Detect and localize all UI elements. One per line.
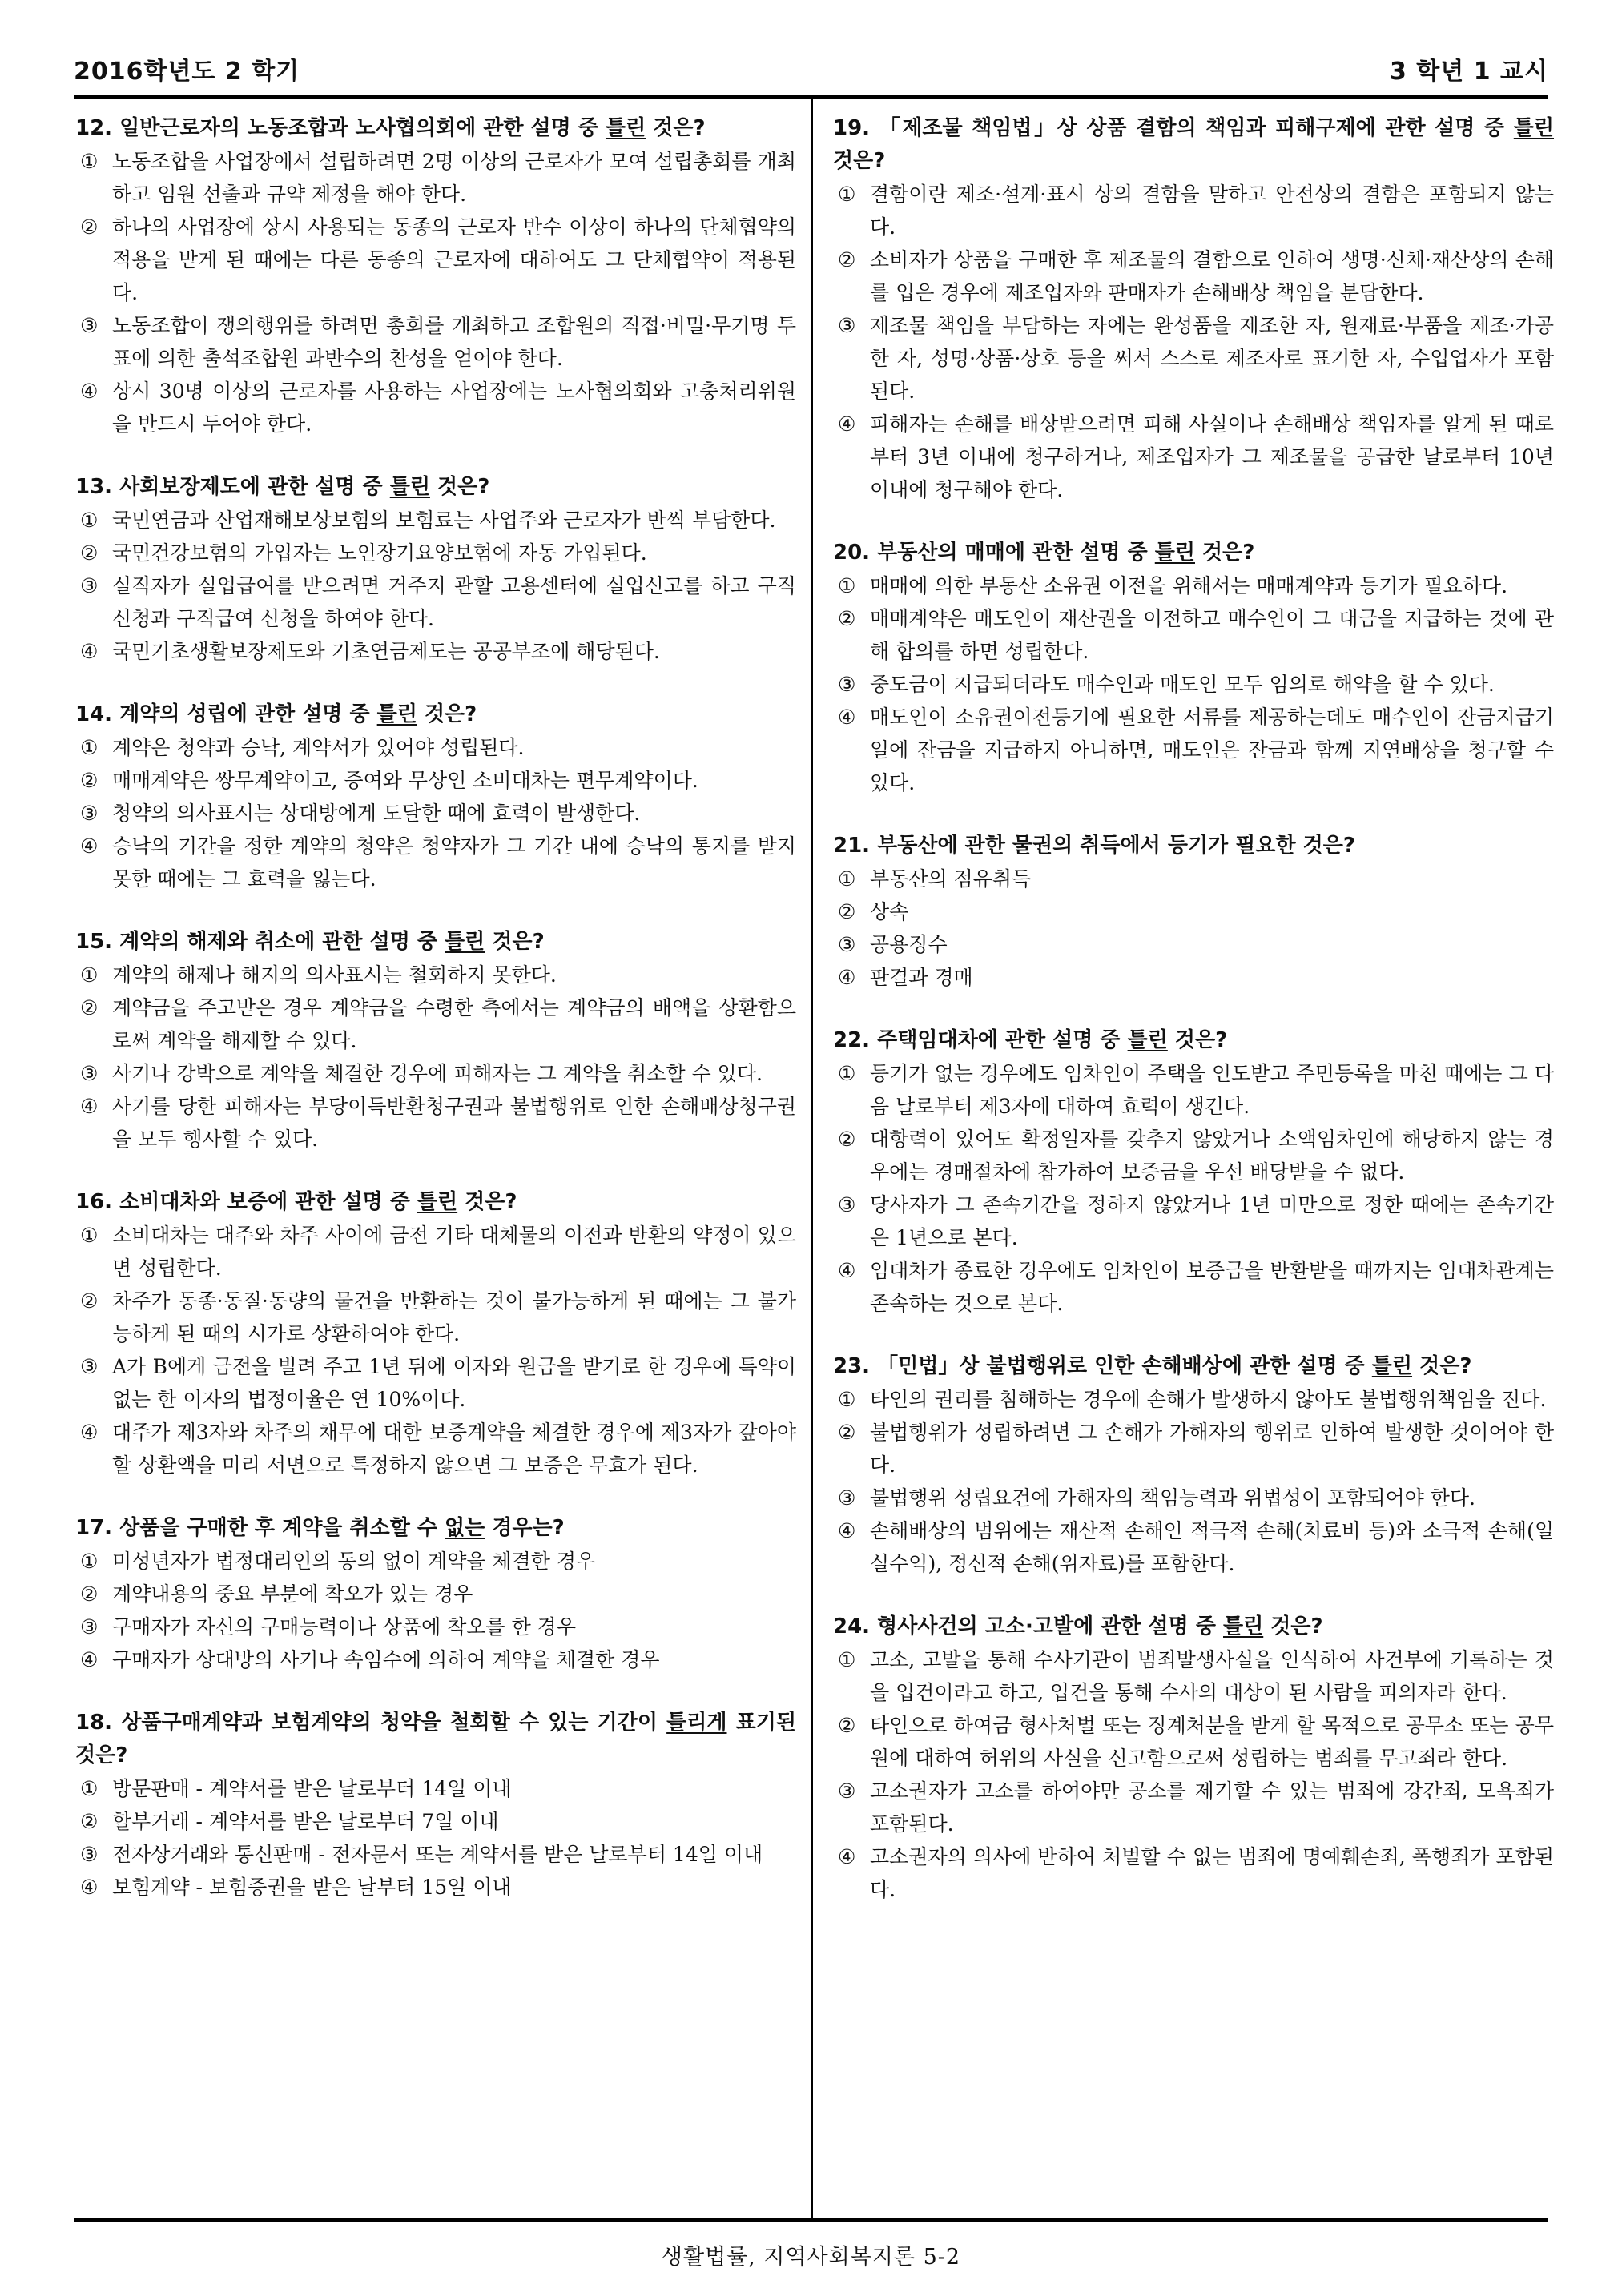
answer-option <box>833 1482 1554 1514</box>
page-footer: 생활법률, 지역사회복지론 5-2 <box>661 2245 961 2270</box>
option-text: 공용징수 <box>870 933 948 956</box>
option-number: ③ <box>80 802 99 825</box>
option-text: 상시 30명 이상의 근로자를 사용하는 사업장에는 노사협의회와 고충처리위원을 반드시 두어야 한다. <box>112 380 796 436</box>
option-text: 매도인이 소유권이전등기에 필요한 서류를 제공하는데도 매수인이 잔금지급기일에 잔금을 지급하지 아니하면, 매도인은 잔금과 함께 지연배상을 청구할 수 있다. <box>870 706 1554 794</box>
answer-option <box>75 1772 796 1805</box>
option-text: 매매에 의한 부동산 소유권 이전을 위해서는 매매계약과 등기가 필요하다. <box>870 574 1508 597</box>
answer-option <box>833 1254 1554 1320</box>
answer-option <box>75 1350 796 1416</box>
left-column <box>75 112 796 1934</box>
answer-option <box>833 1188 1554 1254</box>
question-title-emphasis: 틀린 <box>445 930 485 954</box>
answer-option <box>75 1416 796 1482</box>
question-title-text: 16. 소비대차와 보증에 관한 설명 중 <box>75 1190 417 1214</box>
answer-option <box>75 959 796 991</box>
option-number: ③ <box>80 314 99 337</box>
option-text: 소비대차는 대주와 차주 사이에 금전 기타 대체물의 이전과 반환의 약정이 있으면 성립한다. <box>112 1224 796 1280</box>
answer-options <box>833 178 1554 506</box>
option-text: 보험계약 - 보험증권을 받은 날부터 15일 이내 <box>112 1876 512 1899</box>
option-number: ① <box>80 1550 99 1573</box>
answer-option <box>75 1285 796 1350</box>
question-title-text: 17. 상품을 구매한 후 계약을 취소할 수 <box>75 1516 445 1540</box>
option-text: 부동산의 점유취득 <box>870 867 1032 891</box>
answer-option <box>75 211 796 309</box>
answer-option <box>75 309 796 375</box>
option-text: 등기가 없는 경우에도 임차인이 주택을 인도받고 주민등록을 마친 때에는 그 다음 날로부터 제3자에 대하여 효력이 생긴다. <box>870 1062 1554 1118</box>
option-text: 미성년자가 법정대리인의 동의 없이 계약을 체결한 경우 <box>112 1550 596 1573</box>
question-title <box>833 1610 1554 1643</box>
question <box>75 926 796 1156</box>
option-number: ② <box>80 996 99 1019</box>
option-text: 손해배상의 범위에는 재산적 손해인 적극적 손해(치료비 등)와 소극적 손해(일실수익), 정신적 손해(위자료)를 포함한다. <box>870 1519 1554 1575</box>
option-text: 계약의 해제나 해지의 의사표시는 철회하지 못한다. <box>112 963 557 987</box>
option-text: A가 B에게 금전을 빌려 주고 1년 뒤에 이자와 원금을 받기로 한 경우에 특약이 없는 한 이자의 법정이율은 연 10%이다. <box>112 1355 796 1411</box>
option-number: ① <box>80 150 99 173</box>
answer-option <box>75 1578 796 1610</box>
question <box>75 698 796 895</box>
option-number: ④ <box>80 640 99 663</box>
option-text: 실직자가 실업급여를 받으려면 거주지 관할 고용센터에 실업신고를 하고 구직신청과 구직급여 신청을 하여야 한다. <box>112 574 796 630</box>
option-number: ④ <box>838 1845 856 1868</box>
answer-option <box>833 928 1554 961</box>
answer-option <box>833 1840 1554 1906</box>
answer-option <box>75 830 796 895</box>
footer-rule <box>74 2218 1548 2222</box>
option-number: ① <box>80 963 99 987</box>
question-title-suffix: 표기된 것은? <box>75 1711 796 1767</box>
option-text: 청약의 의사표시는 상대방에게 도달한 때에 효력이 발생한다. <box>112 802 641 825</box>
option-number: ④ <box>80 1095 99 1118</box>
option-number: ③ <box>838 314 856 337</box>
column-divider <box>811 99 813 2218</box>
answer-option <box>75 1643 796 1676</box>
answer-option <box>833 863 1554 895</box>
question-title-text: 20. 부동산의 매매에 관한 설명 중 <box>833 541 1155 565</box>
option-number: ④ <box>80 380 99 403</box>
answer-options <box>833 569 1554 799</box>
answer-options <box>833 1057 1554 1320</box>
option-text: 승낙의 기간을 정한 계약의 청약은 청약자가 그 기간 내에 승낙의 통지를 받지 못한 때에는 그 효력을 잃는다. <box>112 834 796 891</box>
question-title-suffix: 것은? <box>417 702 477 726</box>
question <box>833 1610 1554 1906</box>
option-text: 노동조합이 쟁의행위를 하려면 총회를 개최하고 조합원의 직접·비밀·무기명 투표에 의한 출석조합원 과반수의 찬성을 얻어야 한다. <box>112 314 796 370</box>
answer-options <box>75 731 796 895</box>
question <box>75 471 796 668</box>
option-text: 사기나 강박으로 계약을 체결한 경우에 피해자는 그 계약을 취소할 수 있다. <box>112 1062 763 1085</box>
option-text: 불법행위가 성립하려면 그 손해가 가해자의 행위로 인하여 발생한 것이어야 한다. <box>870 1421 1554 1477</box>
question-title-suffix: 것은? <box>1167 1028 1228 1052</box>
answer-option <box>833 1123 1554 1188</box>
option-number: ③ <box>838 1779 856 1803</box>
option-number: ③ <box>80 1615 99 1639</box>
question-title <box>75 1512 796 1545</box>
answer-options <box>75 959 796 1156</box>
answer-option <box>75 1057 796 1090</box>
question-title-suffix: 것은? <box>1412 1354 1472 1378</box>
question-title <box>75 698 796 731</box>
answer-option <box>75 1805 796 1838</box>
option-number: ① <box>838 867 856 891</box>
option-number: ③ <box>80 574 99 597</box>
option-number: ④ <box>80 1648 99 1671</box>
question-title-suffix: 것은? <box>485 930 545 954</box>
option-text: 구매자가 자신의 구매능력이나 상품에 착오를 한 경우 <box>112 1615 576 1639</box>
question-title-suffix: 경우는? <box>485 1516 565 1540</box>
option-text: 제조물 책임을 부담하는 자에는 완성품을 제조한 자, 원재료·부품을 제조·가공한 자, 성명·상품·상호 등을 써서 스스로 제조자로 표기한 자, 수입업자가 포함된다. <box>870 314 1554 403</box>
option-number: ② <box>838 607 856 630</box>
question <box>75 1186 796 1482</box>
option-number: ④ <box>838 1519 856 1542</box>
question-title <box>75 1186 796 1219</box>
option-number: ① <box>838 574 856 597</box>
question-title-emphasis: 틀린 <box>1223 1614 1264 1639</box>
answer-option <box>833 408 1554 506</box>
question-title-emphasis: 틀린 <box>1154 541 1195 565</box>
option-text: 소비자가 상품을 구매한 후 제조물의 결함으로 인하여 생명·신체·재산상의 손해를 입은 경우에 제조업자와 판매자가 손해배상 책임을 분담한다. <box>870 248 1554 304</box>
option-number: ④ <box>80 1421 99 1444</box>
answer-option <box>833 961 1554 994</box>
answer-option <box>833 668 1554 701</box>
answer-option <box>833 309 1554 408</box>
answer-option <box>75 1090 796 1156</box>
option-number: ③ <box>80 1062 99 1085</box>
question-title <box>75 1707 796 1772</box>
option-text: 계약은 청약과 승낙, 계약서가 있어야 성립된다. <box>112 736 525 759</box>
option-text: 하나의 사업장에 상시 사용되는 동종의 근로자 반수 이상이 하나의 단체협약의 적용을 받게 된 때에는 다른 동종의 근로자에 대하여도 그 단체협약이 적용된다. <box>112 215 796 304</box>
question-title-suffix: 것은? <box>646 116 706 140</box>
option-number: ③ <box>838 1486 856 1510</box>
option-number: ③ <box>80 1355 99 1378</box>
answer-option <box>833 1709 1554 1775</box>
answer-options <box>833 1383 1554 1580</box>
question-title <box>75 926 796 959</box>
right-column <box>833 112 1554 1936</box>
option-text: 중도금이 지급되더라도 매수인과 매도인 모두 임의로 해약을 할 수 있다. <box>870 673 1495 696</box>
question-title-emphasis: 없는 <box>445 1516 485 1540</box>
option-text: 매매계약은 쌍무계약이고, 증여와 무상인 소비대차는 편무계약이다. <box>112 769 698 792</box>
answer-option <box>833 569 1554 602</box>
answer-option <box>833 1057 1554 1123</box>
question-title-emphasis: 틀린 <box>1371 1354 1413 1378</box>
option-number: ② <box>838 1714 856 1737</box>
question-title-suffix: 것은? <box>1195 541 1255 565</box>
answer-option <box>833 1775 1554 1840</box>
header-grade-period: 3 학년 1 교시 <box>1389 58 1548 86</box>
option-text: 상속 <box>870 900 909 923</box>
option-text: 국민건강보험의 가입자는 노인장기요양보험에 자동 가입된다. <box>112 541 647 565</box>
page-header <box>74 45 1548 93</box>
option-number: ① <box>80 1224 99 1247</box>
answer-option <box>833 895 1554 928</box>
option-text: 국민연금과 산업재해보상보험의 보험료는 사업주와 근로자가 반씩 부담한다. <box>112 509 776 532</box>
question-title <box>833 112 1554 178</box>
option-text: 당사자가 그 존속기간을 정하지 않았거나 1년 미만으로 정한 때에는 존속기간은 1년으로 본다. <box>870 1193 1554 1249</box>
answer-options <box>75 1772 796 1904</box>
option-number: ④ <box>838 706 856 729</box>
question <box>75 1512 796 1676</box>
option-text: 구매자가 상대방의 사기나 속임수에 의하여 계약을 체결한 경우 <box>112 1648 660 1671</box>
option-text: 타인으로 하여금 형사처벌 또는 징계처분을 받게 할 목적으로 공무소 또는 공무원에 대하여 허위의 사실을 신고함으로써 성립하는 범죄를 무고죄라 한다. <box>870 1714 1554 1770</box>
option-number: ③ <box>80 1843 99 1866</box>
option-number: ④ <box>838 1259 856 1282</box>
answer-option <box>833 701 1554 799</box>
answer-option <box>75 731 796 764</box>
option-number: ② <box>80 769 99 792</box>
option-number: ② <box>838 248 856 271</box>
question <box>833 537 1554 799</box>
option-number: ② <box>80 215 99 239</box>
option-number: ② <box>80 1582 99 1606</box>
question-title-text: 14. 계약의 성립에 관한 설명 중 <box>75 702 377 726</box>
option-number: ③ <box>838 933 856 956</box>
answer-option <box>833 178 1554 243</box>
question-title <box>75 112 796 145</box>
question-title-text: 19. 「제조물 책임법」상 상품 결함의 책임과 피해구제에 관한 설명 중 <box>833 116 1514 140</box>
question-title-text: 15. 계약의 해제와 취소에 관한 설명 중 <box>75 930 445 954</box>
option-number: ④ <box>838 966 856 989</box>
option-text: 국민기초생활보장제도와 기초연금제도는 공공부조에 해당된다. <box>112 640 660 663</box>
question <box>833 1350 1554 1580</box>
option-text: 결함이란 제조·설계·표시 상의 결함을 말하고 안전상의 결함은 포함되지 않는다. <box>870 183 1554 239</box>
question-title <box>833 537 1554 569</box>
question-title <box>833 1350 1554 1383</box>
option-number: ② <box>80 1289 99 1313</box>
answer-option <box>75 1219 796 1285</box>
option-number: ③ <box>838 1193 856 1216</box>
answer-option <box>75 1545 796 1578</box>
answer-options <box>75 145 796 440</box>
option-text: 사기를 당한 피해자는 부당이득반환청구권과 불법행위로 인한 손해배상청구권을 모두 행사할 수 있다. <box>112 1095 796 1151</box>
option-text: 피해자는 손해를 배상받으려면 피해 사실이나 손해배상 책임자를 알게 된 때로부터 3년 이내에 청구하거나, 제조업자가 그 제조물을 공급한 날로부터 10년 이내에 청구해야 한다. <box>870 412 1554 501</box>
answer-options <box>75 504 796 668</box>
answer-option <box>75 635 796 668</box>
answer-options <box>75 1545 796 1676</box>
option-text: 전자상거래와 통신판매 - 전자문서 또는 계약서를 받은 날로부터 14일 이내 <box>112 1843 763 1866</box>
option-number: ① <box>80 509 99 532</box>
question-title-emphasis: 틀린 <box>1127 1028 1168 1052</box>
question-title-text: 22. 주택임대차에 관한 설명 중 <box>833 1028 1128 1052</box>
answer-options <box>75 1219 796 1482</box>
option-number: ④ <box>838 412 856 436</box>
option-text: 고소권자가 고소를 하여야만 공소를 제기할 수 있는 범죄에 강간죄, 모욕죄가 포함된다. <box>870 1779 1554 1836</box>
option-number: ① <box>838 1648 856 1671</box>
answer-options <box>833 1643 1554 1906</box>
question-title-suffix: 것은? <box>429 475 490 499</box>
question-title <box>75 471 796 504</box>
answer-option <box>75 537 796 569</box>
answer-option <box>75 764 796 797</box>
option-text: 계약내용의 중요 부분에 착오가 있는 경우 <box>112 1582 473 1606</box>
question-title-emphasis: 틀린 <box>389 475 430 499</box>
option-number: ② <box>80 541 99 565</box>
option-number: ④ <box>80 1876 99 1899</box>
option-number: ① <box>838 1388 856 1411</box>
option-text: 고소, 고발을 통해 수사기관이 범죄발생사실을 인식하여 사건부에 기록하는 것을 입건이라고 하고, 입건을 통해 수사의 대상이 된 사람을 피의자라 한다. <box>870 1648 1554 1704</box>
question <box>833 112 1554 506</box>
option-number: ② <box>838 1128 856 1151</box>
option-text: 고소권자의 의사에 반하여 처벌할 수 없는 범죄에 명예훼손죄, 폭행죄가 포함된다. <box>870 1845 1554 1901</box>
question <box>75 112 796 440</box>
question-title-emphasis: 틀린 <box>376 702 417 726</box>
option-number: ③ <box>838 673 856 696</box>
question-title-emphasis: 틀린 <box>605 116 646 140</box>
option-text: 방문판매 - 계약서를 받은 날로부터 14일 이내 <box>112 1777 512 1800</box>
option-text: 대주가 제3자와 차주의 채무에 대한 보증계약을 체결한 경우에 제3자가 갚아야 할 상환액을 미리 서면으로 특정하지 않으면 그 보증은 무효가 된다. <box>112 1421 796 1477</box>
question-title-emphasis: 틀리게 <box>666 1711 727 1735</box>
option-number: ① <box>838 183 856 206</box>
answer-options <box>833 863 1554 994</box>
question-title-text: 12. 일반근로자의 노동조합과 노사협의회에 관한 설명 중 <box>75 116 606 140</box>
question <box>75 1707 796 1904</box>
question-title-suffix: 것은? <box>1263 1614 1323 1639</box>
question-title-text: 13. 사회보장제도에 관한 설명 중 <box>75 475 390 499</box>
answer-option <box>75 991 796 1057</box>
option-text: 타인의 권리를 침해하는 경우에 손해가 발생하지 않아도 불법행위책임을 진다. <box>870 1388 1547 1411</box>
option-text: 불법행위 성립요건에 가해자의 책임능력과 위법성이 포함되어야 한다. <box>870 1486 1475 1510</box>
answer-option <box>75 1610 796 1643</box>
option-text: 노동조합을 사업장에서 설립하려면 2명 이상의 근로자가 모여 설립총회를 개최하고 임원 선출과 규약 제정을 해야 한다. <box>112 150 796 206</box>
question-title-text: 23. 「민법」상 불법행위로 인한 손해배상에 관한 설명 중 <box>833 1354 1372 1378</box>
answer-option <box>75 569 796 635</box>
option-number: ② <box>80 1810 99 1833</box>
answer-option <box>75 1838 796 1871</box>
option-number: ① <box>838 1062 856 1085</box>
option-number: ② <box>838 900 856 923</box>
header-term: 2016학년도 2 학기 <box>74 58 300 86</box>
answer-option <box>833 1383 1554 1416</box>
question-title-suffix: 것은? <box>457 1190 517 1214</box>
option-text: 대항력이 있어도 확정일자를 갖추지 않았거나 소액임차인에 해당하지 않는 경우에는 경매절차에 참가하여 보증금을 우선 배당받을 수 없다. <box>870 1128 1554 1184</box>
answer-option <box>833 602 1554 668</box>
question <box>833 1024 1554 1320</box>
answer-option <box>75 1871 796 1904</box>
question-title-text: 21. 부동산에 관한 물권의 취득에서 등기가 필요한 것은? <box>833 834 1355 858</box>
option-text: 할부거래 - 계약서를 받은 날로부터 7일 이내 <box>112 1810 499 1833</box>
option-text: 계약금을 주고받은 경우 계약금을 수령한 측에서는 계약금의 배액을 상환함으로써 계약을 해제할 수 있다. <box>112 996 796 1052</box>
option-text: 판결과 경매 <box>870 966 973 989</box>
question-title-text: 24. 형사사건의 고소·고발에 관한 설명 중 <box>833 1614 1223 1639</box>
question-title <box>833 830 1554 863</box>
answer-option <box>75 145 796 211</box>
question-title-text: 18. 상품구매계약과 보험계약의 청약을 철회할 수 있는 기간이 <box>75 1711 667 1735</box>
option-number: ① <box>80 736 99 759</box>
question-title-suffix: 것은? <box>833 149 886 173</box>
question-title-emphasis: 틀린 <box>417 1190 458 1214</box>
answer-option <box>833 1514 1554 1580</box>
answer-option <box>833 1643 1554 1709</box>
answer-option <box>75 797 796 830</box>
answer-option <box>833 243 1554 309</box>
option-text: 차주가 동종·동질·동량의 물건을 반환하는 것이 불가능하게 된 때에는 그 불가능하게 된 때의 시가로 상환하여야 한다. <box>112 1289 796 1345</box>
answer-option <box>833 1416 1554 1482</box>
option-number: ④ <box>80 834 99 858</box>
question-title <box>833 1024 1554 1057</box>
option-number: ① <box>80 1777 99 1800</box>
option-text: 매매계약은 매도인이 재산권을 이전하고 매수인이 그 대금을 지급하는 것에 관해 합의를 하면 성립한다. <box>870 607 1554 663</box>
answer-option <box>75 375 796 440</box>
option-number: ② <box>838 1421 856 1444</box>
question-title-emphasis: 틀린 <box>1513 116 1554 140</box>
answer-option <box>75 504 796 537</box>
option-text: 임대차가 종료한 경우에도 임차인이 보증금을 반환받을 때까지는 임대차관계는 존속하는 것으로 본다. <box>870 1259 1554 1315</box>
question <box>833 830 1554 994</box>
